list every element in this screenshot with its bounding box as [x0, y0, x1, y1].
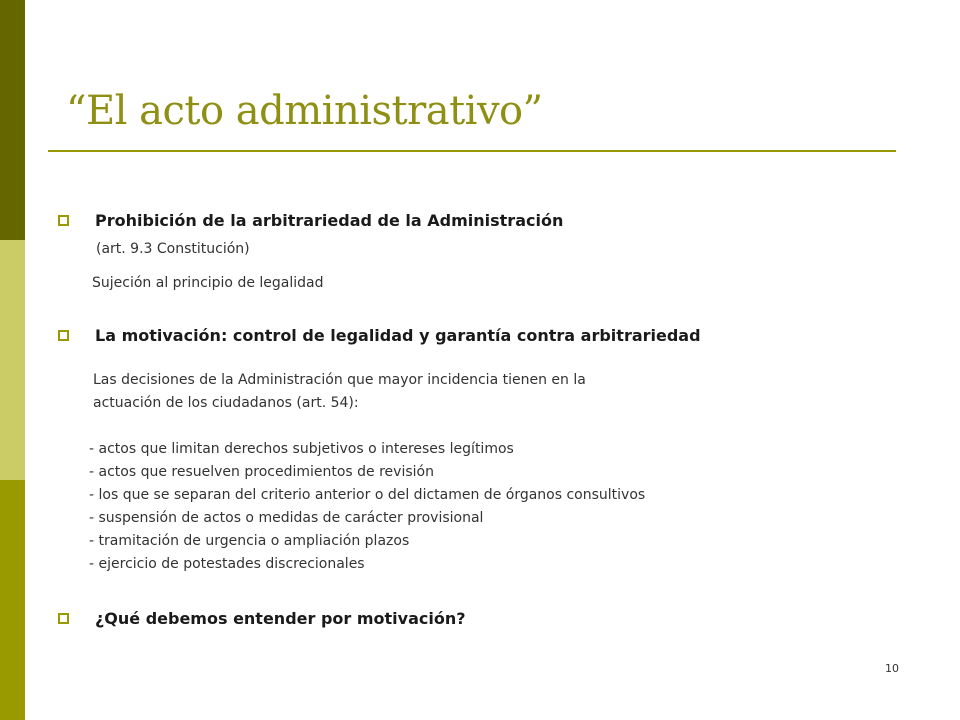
list-item: - tramitación de urgencia o ampliación plazos	[89, 533, 410, 549]
section1-heading: Prohibición de la arbitrariedad de la Administración	[95, 211, 564, 230]
square-bullet-icon	[58, 613, 69, 624]
bullet-item-arbitrariedad	[58, 211, 563, 230]
section2-intro-line2: actuación de los ciudadanos (art. 54):	[93, 395, 359, 411]
section1-subline: Sujeción al principio de legalidad	[92, 275, 324, 291]
list-item: - actos que resuelven procedimientos de revisión	[89, 464, 434, 480]
section1-reference: (art. 9.3 Constitución)	[96, 241, 250, 257]
section3-heading: ¿Qué debemos entender por motivación?	[95, 609, 466, 628]
title-underline	[48, 150, 896, 152]
list-item: - ejercicio de potestades discrecionales	[89, 556, 365, 572]
side-bar-top	[0, 0, 25, 240]
side-bar-bottom	[0, 480, 25, 720]
slide-title: “El acto administrativo”	[66, 88, 543, 134]
list-item: - los que se separan del criterio anterior o del dictamen de órganos consultivos	[89, 487, 646, 503]
page-number: 10	[885, 662, 899, 675]
bullet-item-motivacion	[58, 326, 701, 345]
square-bullet-icon	[58, 330, 69, 341]
section2-intro-line1: Las decisiones de la Administración que mayor incidencia tienen en la	[93, 372, 586, 388]
square-bullet-icon	[58, 215, 69, 226]
section2-heading: La motivación: control de legalidad y garantía contra arbitrariedad	[95, 326, 701, 345]
list-item: - suspensión de actos o medidas de carácter provisional	[89, 510, 484, 526]
bullet-item-pregunta	[58, 609, 466, 628]
list-item: - actos que limitan derechos subjetivos o intereses legítimos	[89, 441, 514, 457]
side-bar-middle	[0, 240, 25, 480]
